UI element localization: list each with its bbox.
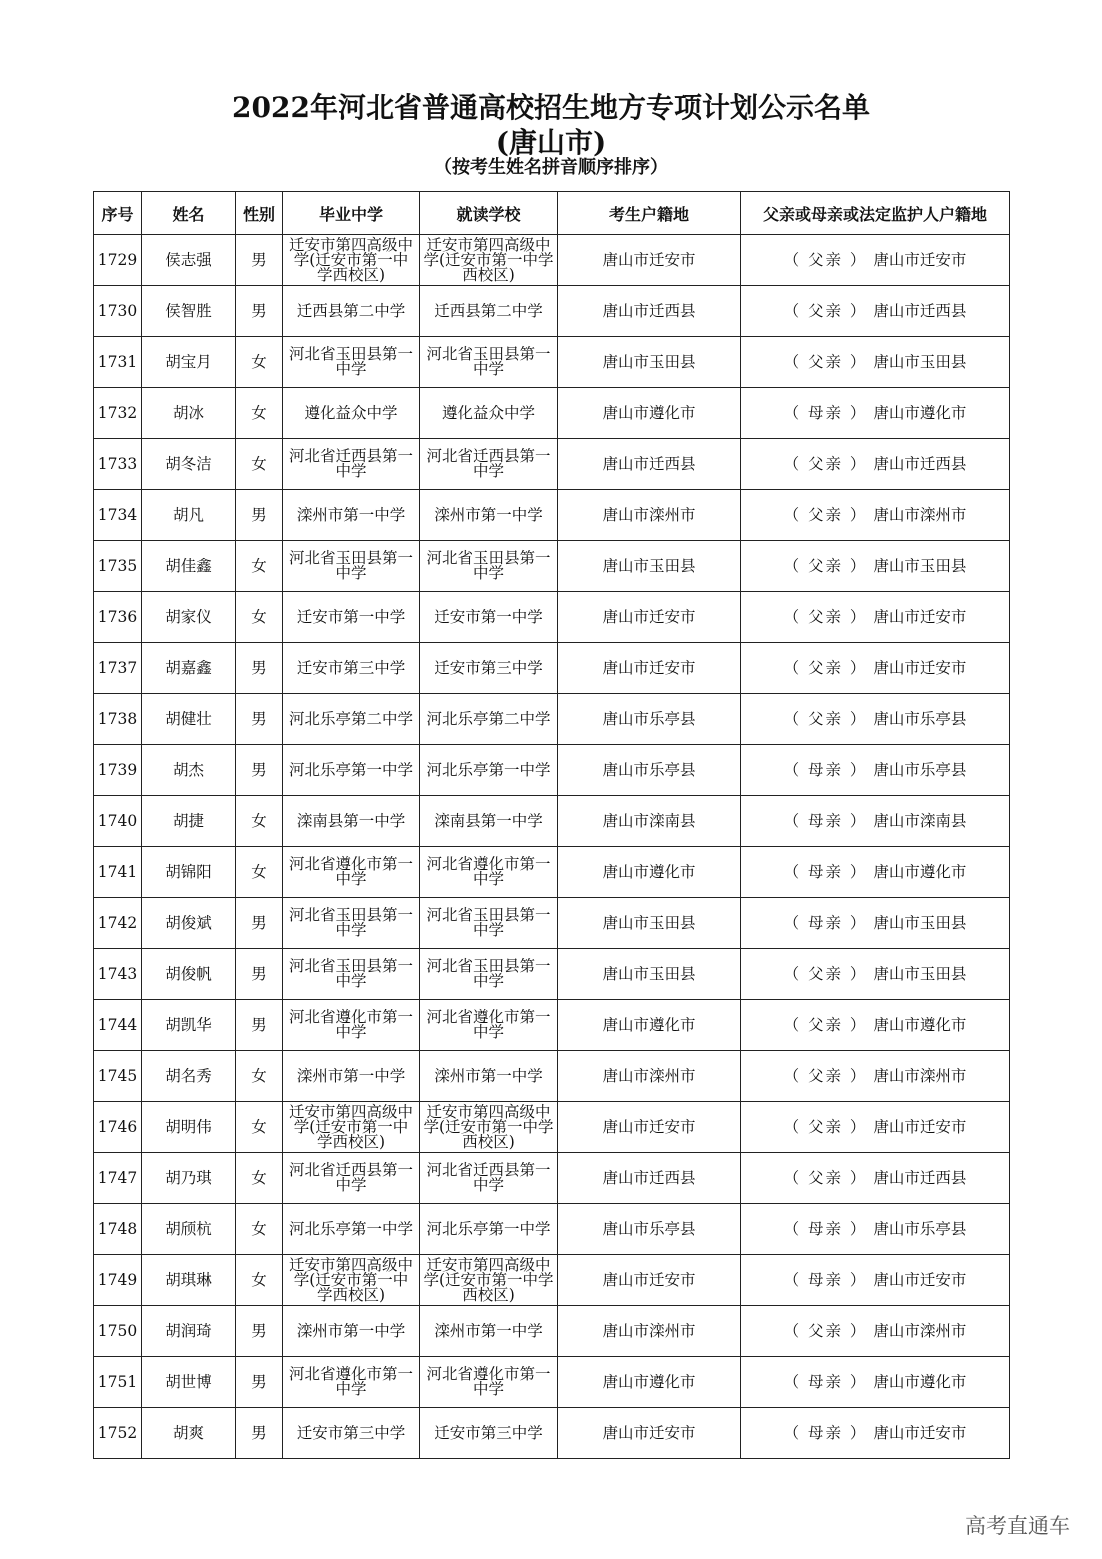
cell-study-school: 河北乐亭第二中学: [420, 694, 558, 745]
cell-no: 1732: [94, 388, 142, 439]
cell-hukou: 唐山市滦州市: [558, 1306, 741, 1357]
cell-no: 1736: [94, 592, 142, 643]
cell-name: 胡颀杭: [142, 1204, 236, 1255]
cell-hukou: 唐山市迁安市: [558, 592, 741, 643]
parent-relation: （ 母亲 ）: [783, 403, 868, 422]
parent-relation: （ 父亲 ）: [783, 454, 868, 473]
cell-no: 1739: [94, 745, 142, 796]
table-row: [94, 490, 1010, 541]
cell-no: 1746: [94, 1102, 142, 1153]
cell-grad-school: 河北省遵化市第一中学: [283, 847, 420, 898]
cell-hukou: 唐山市迁安市: [558, 643, 741, 694]
table-row: [94, 388, 1010, 439]
cell-parent-hukou: [741, 796, 1010, 847]
cell-no: 1747: [94, 1153, 142, 1204]
cell-no: 1738: [94, 694, 142, 745]
cell-gender: 男: [236, 745, 283, 796]
table-row: [94, 745, 1010, 796]
cell-study-school: 河北省玉田县第一中学: [420, 337, 558, 388]
cell-parent-hukou: [741, 1000, 1010, 1051]
cell-parent-hukou: [741, 439, 1010, 490]
cell-study-school: 河北省玉田县第一中学: [420, 541, 558, 592]
cell-hukou: 唐山市玉田县: [558, 337, 741, 388]
cell-name: 胡捷: [142, 796, 236, 847]
table-row: [94, 796, 1010, 847]
cell-no: 1748: [94, 1204, 142, 1255]
cell-grad-school: 河北省迁西县第一中学: [283, 1153, 420, 1204]
cell-name: 胡名秀: [142, 1051, 236, 1102]
cell-no: 1741: [94, 847, 142, 898]
cell-grad-school: 河北省玉田县第一中学: [283, 541, 420, 592]
parent-hukou-place: 唐山市迁安市: [873, 250, 967, 269]
parent-relation: （ 母亲 ）: [783, 1270, 868, 1289]
cell-name: 胡乃琪: [142, 1153, 236, 1204]
cell-study-school: 滦州市第一中学: [420, 1306, 558, 1357]
page-subtitle-sort-note: （按考生姓名拼音顺序排序）: [434, 157, 668, 178]
cell-hukou: 唐山市迁西县: [558, 286, 741, 337]
cell-name: 胡锦阳: [142, 847, 236, 898]
cell-gender: 女: [236, 337, 283, 388]
parent-relation: （ 父亲 ）: [783, 1321, 868, 1340]
cell-gender: 女: [236, 1204, 283, 1255]
cell-grad-school: 河北省玉田县第一中学: [283, 898, 420, 949]
cell-name: 胡润琦: [142, 1306, 236, 1357]
parent-relation: （ 母亲 ）: [783, 760, 868, 779]
cell-hukou: 唐山市玉田县: [558, 949, 741, 1000]
cell-study-school: 迁安市第一中学: [420, 592, 558, 643]
cell-no: 1735: [94, 541, 142, 592]
parent-relation: （ 父亲 ）: [783, 964, 868, 983]
cell-parent-hukou: [741, 592, 1010, 643]
cell-parent-hukou: [741, 541, 1010, 592]
parent-relation: （ 母亲 ）: [783, 862, 868, 881]
cell-study-school: 河北省遵化市第一中学: [420, 847, 558, 898]
cell-hukou: 唐山市玉田县: [558, 898, 741, 949]
cell-parent-hukou: [741, 1102, 1010, 1153]
cell-gender: 男: [236, 490, 283, 541]
cell-parent-hukou: [741, 1357, 1010, 1408]
cell-gender: 男: [236, 286, 283, 337]
parent-hukou-place: 唐山市遵化市: [873, 1372, 967, 1391]
cell-hukou: 唐山市乐亭县: [558, 745, 741, 796]
cell-study-school: 遵化益众中学: [420, 388, 558, 439]
cell-study-school: 迁安市第四高级中学(迁安市第一中学西校区): [420, 235, 558, 286]
watermark: 高考直通车: [965, 1514, 1070, 1538]
cell-parent-hukou: [741, 643, 1010, 694]
cell-gender: 女: [236, 388, 283, 439]
cell-study-school: 河北省迁西县第一中学: [420, 439, 558, 490]
cell-no: 1730: [94, 286, 142, 337]
table-row: [94, 949, 1010, 1000]
parent-hukou-place: 唐山市玉田县: [873, 964, 967, 983]
parent-relation: （ 母亲 ）: [783, 1423, 868, 1442]
cell-gender: 男: [236, 949, 283, 1000]
parent-relation: （ 父亲 ）: [783, 1168, 868, 1187]
parent-hukou-place: 唐山市迁西县: [873, 1168, 967, 1187]
cell-grad-school: 河北乐亭第一中学: [283, 1204, 420, 1255]
cell-study-school: 迁西县第二中学: [420, 286, 558, 337]
cell-name: 胡凯华: [142, 1000, 236, 1051]
cell-gender: 女: [236, 1153, 283, 1204]
cell-hukou: 唐山市遵化市: [558, 1357, 741, 1408]
cell-study-school: 河北省遵化市第一中学: [420, 1000, 558, 1051]
parent-hukou-place: 唐山市乐亭县: [873, 760, 967, 779]
cell-hukou: 唐山市滦南县: [558, 796, 741, 847]
cell-study-school: 迁安市第三中学: [420, 643, 558, 694]
cell-parent-hukou: [741, 286, 1010, 337]
cell-gender: 女: [236, 541, 283, 592]
cell-hukou: 唐山市迁西县: [558, 1153, 741, 1204]
cell-parent-hukou: [741, 1204, 1010, 1255]
cell-study-school: 迁安市第四高级中学(迁安市第一中学西校区): [420, 1102, 558, 1153]
cell-name: 侯志强: [142, 235, 236, 286]
parent-hukou-place: 唐山市迁西县: [873, 454, 967, 473]
cell-grad-school: 滦州市第一中学: [283, 1306, 420, 1357]
cell-no: 1751: [94, 1357, 142, 1408]
cell-no: 1750: [94, 1306, 142, 1357]
cell-study-school: 河北省玉田县第一中学: [420, 898, 558, 949]
cell-parent-hukou: [741, 949, 1010, 1000]
table-row: [94, 898, 1010, 949]
parent-hukou-place: 唐山市迁安市: [873, 607, 967, 626]
cell-name: 胡佳鑫: [142, 541, 236, 592]
table-row: [94, 1102, 1010, 1153]
col-header-grad-school: 毕业中学: [283, 192, 420, 235]
table-row: [94, 1408, 1010, 1459]
cell-grad-school: 迁安市第四高级中学(迁安市第一中学西校区): [283, 1255, 420, 1306]
cell-grad-school: 河北省玉田县第一中学: [283, 337, 420, 388]
cell-gender: 男: [236, 235, 283, 286]
cell-parent-hukou: [741, 694, 1010, 745]
table-row: [94, 643, 1010, 694]
cell-study-school: 迁安市第三中学: [420, 1408, 558, 1459]
cell-name: 侯智胜: [142, 286, 236, 337]
cell-hukou: 唐山市滦州市: [558, 490, 741, 541]
parent-hukou-place: 唐山市滦州市: [873, 505, 967, 524]
table-header-row: [94, 192, 1010, 235]
table-row: [94, 337, 1010, 388]
parent-hukou-place: 唐山市遵化市: [873, 862, 967, 881]
cell-parent-hukou: [741, 1153, 1010, 1204]
cell-parent-hukou: [741, 235, 1010, 286]
cell-grad-school: 迁安市第三中学: [283, 1408, 420, 1459]
table-row: [94, 1306, 1010, 1357]
parent-hukou-place: 唐山市滦州市: [873, 1066, 967, 1085]
parent-relation: （ 父亲 ）: [783, 709, 868, 728]
col-header-name: 姓名: [142, 192, 236, 235]
parent-relation: （ 父亲 ）: [783, 1117, 868, 1136]
cell-name: 胡爽: [142, 1408, 236, 1459]
cell-study-school: 河北省玉田县第一中学: [420, 949, 558, 1000]
cell-study-school: 滦州市第一中学: [420, 1051, 558, 1102]
cell-study-school: 河北乐亭第一中学: [420, 745, 558, 796]
cell-study-school: 滦南县第一中学: [420, 796, 558, 847]
table-row: [94, 847, 1010, 898]
cell-no: 1752: [94, 1408, 142, 1459]
table-row: [94, 1051, 1010, 1102]
parent-hukou-place: 唐山市迁安市: [873, 1117, 967, 1136]
cell-hukou: 唐山市乐亭县: [558, 1204, 741, 1255]
cell-study-school: 滦州市第一中学: [420, 490, 558, 541]
cell-grad-school: 迁安市第四高级中学(迁安市第一中学西校区): [283, 1102, 420, 1153]
cell-grad-school: 河北乐亭第二中学: [283, 694, 420, 745]
parent-relation: （ 父亲 ）: [783, 352, 868, 371]
cell-parent-hukou: [741, 337, 1010, 388]
cell-no: 1729: [94, 235, 142, 286]
col-header-study-school: 就读学校: [420, 192, 558, 235]
cell-parent-hukou: [741, 898, 1010, 949]
cell-name: 胡健壮: [142, 694, 236, 745]
cell-name: 胡俊斌: [142, 898, 236, 949]
parent-hukou-place: 唐山市乐亭县: [873, 709, 967, 728]
cell-grad-school: 迁西县第二中学: [283, 286, 420, 337]
cell-grad-school: 遵化益众中学: [283, 388, 420, 439]
cell-grad-school: 滦州市第一中学: [283, 1051, 420, 1102]
cell-grad-school: 河北省遵化市第一中学: [283, 1000, 420, 1051]
cell-grad-school: 迁安市第四高级中学(迁安市第一中学西校区): [283, 235, 420, 286]
cell-hukou: 唐山市乐亭县: [558, 694, 741, 745]
cell-hukou: 唐山市迁安市: [558, 1102, 741, 1153]
cell-hukou: 唐山市遵化市: [558, 1000, 741, 1051]
cell-name: 胡明伟: [142, 1102, 236, 1153]
cell-grad-school: 滦州市第一中学: [283, 490, 420, 541]
cell-no: 1737: [94, 643, 142, 694]
cell-parent-hukou: [741, 1408, 1010, 1459]
parent-relation: （ 父亲 ）: [783, 1066, 868, 1085]
cell-name: 胡琪琳: [142, 1255, 236, 1306]
cell-hukou: 唐山市迁西县: [558, 439, 741, 490]
cell-name: 胡俊帆: [142, 949, 236, 1000]
cell-gender: 男: [236, 1306, 283, 1357]
cell-gender: 女: [236, 847, 283, 898]
parent-relation: （ 父亲 ）: [783, 658, 868, 677]
cell-hukou: 唐山市迁安市: [558, 235, 741, 286]
cell-grad-school: 河北省迁西县第一中学: [283, 439, 420, 490]
table-row: [94, 694, 1010, 745]
cell-gender: 女: [236, 592, 283, 643]
page-subtitle-city: (唐山市): [495, 126, 607, 159]
parent-relation: （ 父亲 ）: [783, 556, 868, 575]
cell-parent-hukou: [741, 490, 1010, 541]
parent-relation: （ 母亲 ）: [783, 1219, 868, 1238]
cell-grad-school: 河北省遵化市第一中学: [283, 1357, 420, 1408]
parent-hukou-place: 唐山市迁西县: [873, 301, 967, 320]
cell-gender: 女: [236, 1051, 283, 1102]
cell-grad-school: 滦南县第一中学: [283, 796, 420, 847]
table-row: [94, 439, 1010, 490]
parent-relation: （ 父亲 ）: [783, 250, 868, 269]
cell-no: 1740: [94, 796, 142, 847]
col-header-hukou: 考生户籍地: [558, 192, 741, 235]
parent-relation: （ 母亲 ）: [783, 913, 868, 932]
cell-name: 胡家仪: [142, 592, 236, 643]
cell-name: 胡杰: [142, 745, 236, 796]
parent-hukou-place: 唐山市迁安市: [873, 1423, 967, 1442]
cell-no: 1749: [94, 1255, 142, 1306]
parent-hukou-place: 唐山市滦南县: [873, 811, 967, 830]
student-list-table: [93, 191, 1010, 1459]
parent-relation: （ 母亲 ）: [783, 811, 868, 830]
table-row: [94, 1255, 1010, 1306]
table-row: [94, 1000, 1010, 1051]
table-row: [94, 541, 1010, 592]
cell-parent-hukou: [741, 745, 1010, 796]
cell-gender: 女: [236, 796, 283, 847]
table-row: [94, 1357, 1010, 1408]
col-header-parent-hukou: 父亲或母亲或法定监护人户籍地: [741, 192, 1010, 235]
table-row: [94, 1204, 1010, 1255]
cell-parent-hukou: [741, 1255, 1010, 1306]
cell-parent-hukou: [741, 1306, 1010, 1357]
cell-no: 1734: [94, 490, 142, 541]
cell-gender: 女: [236, 1102, 283, 1153]
parent-hukou-place: 唐山市乐亭县: [873, 1219, 967, 1238]
cell-no: 1731: [94, 337, 142, 388]
cell-hukou: 唐山市迁安市: [558, 1408, 741, 1459]
table-row: [94, 1153, 1010, 1204]
parent-hukou-place: 唐山市遵化市: [873, 1015, 967, 1034]
cell-hukou: 唐山市滦州市: [558, 1051, 741, 1102]
cell-gender: 男: [236, 643, 283, 694]
cell-name: 胡嘉鑫: [142, 643, 236, 694]
parent-relation: （ 父亲 ）: [783, 301, 868, 320]
cell-name: 胡凡: [142, 490, 236, 541]
cell-name: 胡世博: [142, 1357, 236, 1408]
parent-hukou-place: 唐山市滦州市: [873, 1321, 967, 1340]
cell-parent-hukou: [741, 1051, 1010, 1102]
parent-hukou-place: 唐山市玉田县: [873, 556, 967, 575]
parent-relation: （ 父亲 ）: [783, 607, 868, 626]
parent-relation: （ 父亲 ）: [783, 505, 868, 524]
cell-parent-hukou: [741, 388, 1010, 439]
col-header-gender: 性别: [236, 192, 283, 235]
cell-gender: 男: [236, 694, 283, 745]
cell-gender: 男: [236, 1000, 283, 1051]
cell-no: 1744: [94, 1000, 142, 1051]
parent-hukou-place: 唐山市玉田县: [873, 913, 967, 932]
parent-hukou-place: 唐山市玉田县: [873, 352, 967, 371]
cell-gender: 女: [236, 439, 283, 490]
parent-hukou-place: 唐山市遵化市: [873, 403, 967, 422]
parent-relation: （ 母亲 ）: [783, 1372, 868, 1391]
cell-parent-hukou: [741, 847, 1010, 898]
cell-grad-school: 河北省玉田县第一中学: [283, 949, 420, 1000]
cell-no: 1745: [94, 1051, 142, 1102]
cell-study-school: 河北省迁西县第一中学: [420, 1153, 558, 1204]
cell-name: 胡冰: [142, 388, 236, 439]
table-row: [94, 286, 1010, 337]
cell-no: 1733: [94, 439, 142, 490]
page-title: 2022年河北省普通高校招生地方专项计划公示名单: [232, 91, 870, 124]
parent-hukou-place: 唐山市迁安市: [873, 1270, 967, 1289]
col-header-no: 序号: [94, 192, 142, 235]
parent-relation: （ 父亲 ）: [783, 1015, 868, 1034]
cell-name: 胡冬洁: [142, 439, 236, 490]
cell-study-school: 河北乐亭第一中学: [420, 1204, 558, 1255]
cell-no: 1742: [94, 898, 142, 949]
cell-study-school: 迁安市第四高级中学(迁安市第一中学西校区): [420, 1255, 558, 1306]
cell-hukou: 唐山市迁安市: [558, 1255, 741, 1306]
cell-grad-school: 河北乐亭第一中学: [283, 745, 420, 796]
cell-study-school: 河北省遵化市第一中学: [420, 1357, 558, 1408]
cell-gender: 男: [236, 1408, 283, 1459]
cell-hukou: 唐山市玉田县: [558, 541, 741, 592]
table-row: [94, 592, 1010, 643]
table-row: [94, 235, 1010, 286]
cell-name: 胡宝月: [142, 337, 236, 388]
cell-grad-school: 迁安市第三中学: [283, 643, 420, 694]
cell-hukou: 唐山市遵化市: [558, 388, 741, 439]
cell-gender: 男: [236, 898, 283, 949]
cell-grad-school: 迁安市第一中学: [283, 592, 420, 643]
parent-hukou-place: 唐山市迁安市: [873, 658, 967, 677]
cell-gender: 女: [236, 1255, 283, 1306]
cell-no: 1743: [94, 949, 142, 1000]
cell-gender: 男: [236, 1357, 283, 1408]
cell-hukou: 唐山市遵化市: [558, 847, 741, 898]
